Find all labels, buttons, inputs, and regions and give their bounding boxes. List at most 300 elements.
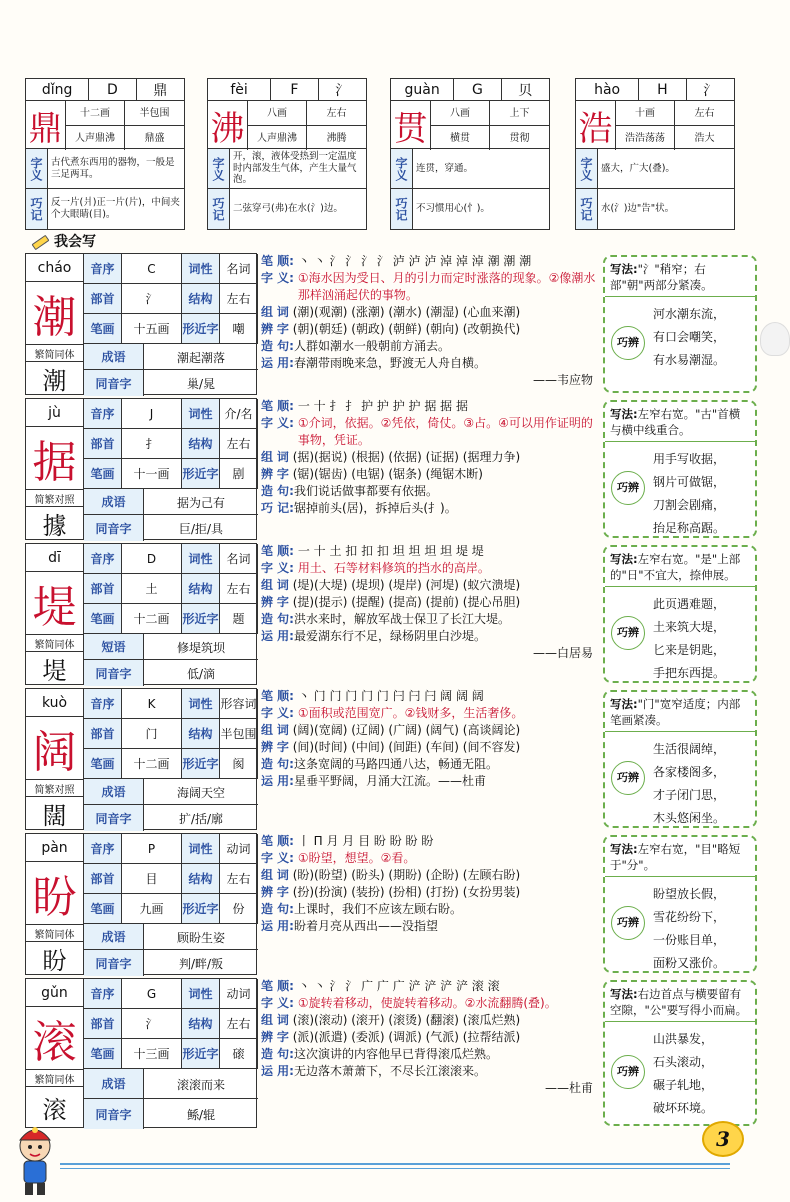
yunyong: 春潮带雨晚来急，野渡无人舟自横。 (293, 356, 486, 370)
ci-label: 词 (276, 1013, 289, 1027)
review-card (390, 78, 550, 230)
zaoju-label: 造 句: (261, 612, 294, 626)
page-number: 3 (702, 1121, 744, 1157)
entry-radical: 氵 (122, 284, 182, 314)
entry-details (261, 543, 601, 662)
card-radical: 贝 (518, 82, 533, 99)
fanti-char: 滚 (26, 1087, 84, 1127)
qiaobian-badge: 巧辨 (611, 616, 645, 650)
cixing-label: 词性 (182, 254, 220, 284)
entry-similar: 阂 (220, 749, 258, 779)
writing-tip-box (603, 980, 757, 1126)
phrase-label: 成语 (84, 779, 144, 805)
bihua-label: 笔画 (84, 314, 122, 344)
bihua-label: 笔画 (84, 604, 122, 634)
fanti-char: 據 (26, 507, 84, 539)
bian-label: 辨 (261, 322, 274, 336)
cixing-label: 词性 (182, 399, 220, 429)
card-char: 鼎 (26, 101, 66, 150)
card-char: 沸 (208, 101, 248, 150)
zuci-1: (潮)(观潮) (涨潮) (潮水) (潮湿) (心血来潮) (292, 305, 521, 319)
fanti-char: 堤 (26, 652, 84, 684)
zuci-2: (提)(提示) (提醒) (提高) (提前) (提心吊胆) (292, 595, 521, 609)
bishun: 一 十 土 扣 扣 扣 坦 坦 坦 坦 堤 堤 (297, 544, 484, 558)
entry-letter: D (122, 544, 182, 574)
char-card (25, 833, 257, 975)
writing-tip-box (603, 690, 757, 828)
entry-similar: 剧 (220, 459, 258, 489)
entry-strokes: 十二画 (122, 604, 182, 634)
bihua-label: 笔画 (84, 1039, 122, 1069)
card-word1: 人声鼎沸 (66, 126, 125, 150)
yunyong-label: 运 用: (261, 1064, 294, 1078)
card-qiaoji-text: 不习惯用心(忄)。 (416, 203, 490, 215)
rhyme-line: 抬足称高踞。 (653, 521, 726, 535)
xiefa-label: 写法: (610, 262, 638, 276)
yunyong-label: 运 用: (261, 356, 294, 370)
rhyme-line: 破坏环境。 (653, 1101, 714, 1115)
card-strokes: 十二画 (66, 101, 125, 126)
entry-structure: 半包围 (220, 719, 258, 749)
card-structure: 上下 (490, 101, 549, 126)
zuci-1: (据)(据说) (根据) (依据) (证据) (据理力争) (292, 450, 521, 464)
bishun-label: 笔 顺: (261, 544, 294, 558)
yunyong-label: 巧 记: (261, 501, 294, 515)
entry-similar: 嘲 (220, 314, 258, 344)
entry-pos: 动词 (220, 979, 258, 1009)
bishun-label: 笔 顺: (261, 979, 294, 993)
yunyong: 星垂平野阔，月涌大江流。——杜甫 (293, 774, 486, 788)
ziyi: ①介词，依据。②凭依，倚仗。③占。④可以用作证明的事物，凭证。 (297, 416, 593, 447)
rhyme-line: 山洪暴发， (653, 1032, 714, 1046)
zu-label: 组 (261, 1013, 274, 1027)
ghost-decoration (760, 322, 790, 356)
yunyong: 无边落木萧萧下，不尽长江滚滚来。 (293, 1064, 486, 1078)
rhyme-line: 才子闭门思， (653, 788, 726, 802)
bian-label: 辨 (261, 885, 274, 899)
ci-label: 词 (276, 868, 289, 882)
ziyi: ①盼望，想望。②看。 (297, 851, 416, 865)
entry-homophone: 巨/拒/具 (178, 521, 224, 536)
fanti-label: 繁简同体 (26, 1069, 84, 1087)
zi-label: 字 (276, 1030, 289, 1044)
entry-pos: 介/名 (220, 399, 258, 429)
card-pinyin: guàn (391, 79, 454, 100)
card-word2: 鼎盛 (144, 132, 165, 144)
rhyme-line: 盼望放长假， (653, 887, 726, 901)
bihua-label: 笔画 (84, 894, 122, 924)
zuci-1: (阔)(宽阔) (辽阔) (广阔) (阔气) (高谈阔论) (292, 723, 521, 737)
bushou-label: 部首 (84, 284, 122, 314)
card-letter: F (271, 79, 318, 100)
yunyong-label: 运 用: (261, 774, 294, 788)
ziyi: ①旋转着移动，使旋转着移动。②水流翻腾(叠)。 (297, 996, 557, 1010)
rhymes (653, 738, 751, 830)
entry-phrase: 海阔天空 (176, 785, 225, 800)
review-card (207, 78, 367, 230)
cixing-label: 词性 (182, 979, 220, 1009)
rhyme-line: 此页遇难题， (653, 597, 726, 611)
card-word1: 人声鼎沸 (248, 126, 307, 150)
bishun-label: 笔 顺: (261, 689, 294, 703)
zaoju: 这条宽阔的马路四通八达，畅通无阻。 (293, 757, 498, 771)
phrase-label: 成语 (84, 1069, 144, 1099)
yunyong-label: 运 用: (261, 919, 294, 933)
phrase-label: 短语 (84, 634, 144, 660)
entry-structure: 左右 (220, 284, 258, 314)
xiefa: 左窄右宽。"古"首横与横中线重合。 (610, 407, 741, 437)
entry-structure: 左右 (220, 429, 258, 459)
entry-char: 堤 (26, 572, 84, 634)
ziyi: ①面积或范围宽广。②钱财多，生活奢侈。 (297, 706, 524, 720)
bishun-label: 笔 顺: (261, 254, 294, 268)
zu-label: 组 (261, 723, 274, 737)
entry-char: 盼 (26, 862, 84, 924)
bishun-label: 笔 顺: (261, 399, 294, 413)
xiefa: 右边首点与横要留有空隙，"公"要写得小而扁。 (610, 987, 748, 1017)
card-strokes: 八画 (248, 101, 307, 126)
zuci-2: (锯)(锯齿) (电锯) (锯条) (绳锯木断) (292, 467, 483, 481)
card-radical: 氵 (703, 82, 718, 99)
card-qiaoji-text: 二弦穿弓(弗)在水(氵)边。 (233, 203, 343, 215)
yunyong: 锯掉前头(居)，拆掉后头(扌)。 (293, 501, 457, 515)
cixing-label: 词性 (182, 544, 220, 574)
rhyme-line: 刀割会剧痛， (653, 498, 726, 512)
zi-label: 字 (276, 467, 289, 481)
card-structure: 半包围 (125, 101, 184, 126)
zaoju-label: 造 句: (261, 1047, 294, 1061)
card-letter: H (639, 79, 686, 100)
ziyi-label: 字 义: (261, 706, 294, 720)
writing-tip-box (603, 255, 757, 393)
rhyme-line: 生活很阔绰， (653, 742, 726, 756)
entry-details (261, 978, 601, 1097)
review-card (25, 78, 185, 230)
entry-details (261, 253, 601, 389)
bushou-label: 部首 (84, 574, 122, 604)
card-qiaoji-label: 巧记 (576, 189, 598, 229)
char-entry (25, 978, 757, 1128)
zu-label: 组 (261, 868, 274, 882)
rhyme-line: 钢片可做锯， (653, 475, 726, 489)
entry-char: 潮 (26, 282, 84, 344)
xiefa-label: 写法: (610, 697, 638, 711)
zi-label: 字 (276, 322, 289, 336)
entry-pos: 名词 (220, 544, 258, 574)
entry-strokes: 十三画 (122, 1039, 182, 1069)
zu-label: 组 (261, 305, 274, 319)
mascot-icon (10, 1120, 60, 1198)
phrase-label: 成语 (84, 344, 144, 370)
card-ziyi-text: 开，滚，液体受热到一定温度时内部发生气体，产生大量气泡。 (233, 150, 357, 186)
yinxu-label: 音序 (84, 834, 122, 864)
yunyong-label: 运 用: (261, 629, 294, 643)
rhymes (653, 1028, 751, 1120)
bian-label: 辨 (261, 467, 274, 481)
jiegou-label: 结构 (182, 574, 220, 604)
ziyi-label: 字 义: (261, 271, 294, 285)
section-title-text: 我会写 (54, 234, 96, 250)
card-letter: D (89, 79, 136, 100)
card-ziyi-label: 字义 (208, 149, 230, 188)
entry-pos: 形容词 (220, 689, 258, 719)
zi-label: 字 (276, 740, 289, 754)
card-structure: 左右 (307, 101, 366, 126)
zaoju: 洪水来时，解放军战士保卫了长江大堤。 (293, 612, 510, 626)
xingjinzi-label: 形近字 (182, 314, 220, 344)
fanti-label: 简繁对照 (26, 489, 84, 507)
entry-phrase: 滚滚而来 (176, 1077, 225, 1092)
yinxu-label: 音序 (84, 544, 122, 574)
entry-similar: 磙 (220, 1039, 258, 1069)
xingjinzi-label: 形近字 (182, 459, 220, 489)
phrase-label: 成语 (84, 489, 144, 515)
rhymes (653, 303, 751, 372)
card-char: 贯 (391, 101, 431, 150)
zuci-2: (间)(时间) (中间) (间距) (车间) (间不容发) (292, 740, 521, 754)
footer-line-2 (60, 1168, 730, 1169)
entry-pos: 动词 (220, 834, 258, 864)
tongyinzi-label: 同音字 (84, 1099, 144, 1129)
bushou-label: 部首 (84, 864, 122, 894)
entry-structure: 左右 (220, 1009, 258, 1039)
ziyi: ①海水因为受日、月的引力而定时涨落的现象。②像潮水那样汹涌起伏的事物。 (297, 271, 596, 302)
zuci-1: (盼)(盼望) (盼头) (期盼) (企盼) (左顾右盼) (292, 868, 521, 882)
cixing-label: 词性 (182, 834, 220, 864)
review-card (575, 78, 735, 230)
zuci-2: (朝)(朝廷) (朝政) (朝鲜) (朝向) (改朝换代) (292, 322, 521, 336)
rhyme-line: 面粉又涨价。 (653, 956, 726, 970)
bishun: 丶 门 门 门 门 门 闩 闩 闩 阔 阔 阔 (297, 689, 484, 703)
entry-details (261, 833, 601, 935)
rhymes (653, 593, 751, 685)
rhyme-line: 一份账目单， (653, 933, 726, 947)
ziyi-label: 字 义: (261, 416, 294, 430)
card-ziyi-text: 连贯，穿通。 (416, 162, 474, 174)
card-pinyin: hào (576, 79, 639, 100)
cixing-label: 词性 (182, 689, 220, 719)
card-ziyi-text: 盛大，广大(叠)。 (601, 162, 675, 174)
poet: ——白居易 (532, 646, 593, 660)
tongyinzi-label: 同音字 (84, 515, 144, 541)
entry-pinyin: gǔn (26, 979, 84, 1007)
entry-structure: 左右 (220, 864, 258, 894)
card-radical: 氵 (335, 82, 350, 99)
fanti-label: 简繁对照 (26, 779, 84, 797)
card-word2: 贯彻 (509, 132, 530, 144)
char-entry (25, 253, 757, 395)
qiaobian-badge: 巧辨 (611, 471, 645, 505)
entry-letter: G (122, 979, 182, 1009)
bishun: 丶 丶 氵 氵 氵 氵 泸 泸 泸 淖 淖 淖 潮 潮 潮 (297, 254, 532, 268)
ci-label: 词 (276, 578, 289, 592)
entry-radical: 门 (122, 719, 182, 749)
bihua-label: 笔画 (84, 749, 122, 779)
xingjinzi-label: 形近字 (182, 1039, 220, 1069)
entry-radical: 土 (122, 574, 182, 604)
writing-tip-box (603, 835, 757, 973)
entry-homophone: 低/滴 (186, 666, 216, 681)
card-radical: 鼎 (153, 82, 168, 99)
entry-pinyin: cháo (26, 254, 84, 282)
entry-char: 据 (26, 427, 84, 489)
jiegou-label: 结构 (182, 284, 220, 314)
zaoju-label: 造 句: (261, 484, 294, 498)
yinxu-label: 音序 (84, 979, 122, 1009)
zaoju-label: 造 句: (261, 339, 294, 353)
card-qiaoji-text: 水(氵)边"告"状。 (601, 203, 675, 215)
rhyme-line: 雪花纷纷下， (653, 910, 726, 924)
zaoju-label: 造 句: (261, 902, 294, 916)
card-strokes: 十画 (616, 101, 675, 126)
rhyme-line: 匕来是钥匙， (653, 643, 726, 657)
rhyme-line: 各家楼阁多， (653, 765, 726, 779)
fanti-char: 闊 (26, 797, 84, 829)
card-ziyi-text: 古代煮东西用的器物，一般是三足两耳。 (51, 156, 175, 180)
zaoju: 这次演讲的内容他早已背得滚瓜烂熟。 (293, 1047, 498, 1061)
xiefa: "氵"稍窄；右部"朝"两部分紧凑。 (610, 262, 713, 292)
char-card (25, 253, 257, 395)
bian-label: 辨 (261, 1030, 274, 1044)
rhyme-line: 木头悠闲坐。 (653, 811, 726, 825)
bihua-label: 笔画 (84, 459, 122, 489)
xiefa-label: 写法: (610, 987, 638, 1001)
ziyi-label: 字 义: (261, 851, 294, 865)
zaoju: 我们说话做事都要有依据。 (293, 484, 438, 498)
entry-homophone: 判/畔/叛 (178, 956, 224, 971)
xiefa: 左窄右宽，"目"略短于"分"。 (610, 842, 741, 872)
ci-label: 词 (276, 450, 289, 464)
entry-pinyin: jù (26, 399, 84, 427)
jiegou-label: 结构 (182, 1009, 220, 1039)
yunyong: 最爱湖东行不足，绿杨阴里白沙堤。 (293, 629, 486, 643)
entry-char: 阔 (26, 717, 84, 779)
entry-structure: 左右 (220, 574, 258, 604)
qiaobian-badge: 巧辨 (611, 1055, 645, 1089)
entry-similar: 题 (220, 604, 258, 634)
entry-strokes: 十二画 (122, 749, 182, 779)
fanti-label: 繁简同体 (26, 924, 84, 942)
zi-label: 字 (276, 885, 289, 899)
fanti-char: 潮 (26, 362, 84, 394)
card-word1: 浩浩荡荡 (616, 126, 675, 150)
char-card (25, 543, 257, 685)
fanti-char: 盼 (26, 942, 84, 974)
phrase-label: 成语 (84, 924, 144, 950)
ziyi: 用土、石等材料修筑的挡水的高岸。 (297, 561, 490, 575)
card-word1: 横贯 (431, 126, 490, 150)
rhymes (653, 448, 751, 540)
rhyme-line: 石头滚动， (653, 1055, 714, 1069)
bishun: 一 十 扌 扌 护 护 护 护 据 据 据 (297, 399, 468, 413)
xiefa-label: 写法: (610, 842, 638, 856)
bishun: 丨 Π 月 月 目 盼 盼 盼 盼 (297, 834, 434, 848)
rhyme-line: 有口会嘲笑， (653, 330, 726, 344)
entry-homophone: 扩/括/廓 (178, 811, 224, 826)
card-word2: 沸腾 (326, 132, 347, 144)
entry-letter: C (122, 254, 182, 284)
yinxu-label: 音序 (84, 399, 122, 429)
xiefa-label: 写法: (610, 407, 638, 421)
footer-line (60, 1163, 730, 1165)
xingjinzi-label: 形近字 (182, 894, 220, 924)
rhyme-line: 有水易潮湿。 (653, 353, 726, 367)
rhymes (653, 883, 751, 975)
zaoju: 人群如潮水一般朝前方涌去。 (293, 339, 450, 353)
card-char: 浩 (576, 101, 616, 150)
entry-pinyin: dī (26, 544, 84, 572)
ci-label: 词 (276, 305, 289, 319)
tongyinzi-label: 同音字 (84, 805, 144, 831)
tongyinzi-label: 同音字 (84, 370, 144, 396)
entry-phrase: 潮起潮落 (176, 350, 225, 365)
zuci-2: (扮)(扮演) (装扮) (扮相) (打扮) (女扮男装) (292, 885, 521, 899)
xiefa-label: 写法: (610, 552, 638, 566)
card-qiaoji-text: 反一片(爿)正一片(片)，中间夹个大眼睛(目)。 (51, 197, 180, 220)
card-word2: 浩大 (694, 132, 715, 144)
rhyme-line: 手把东西提。 (653, 666, 726, 680)
card-letter: G (454, 79, 501, 100)
card-pinyin: fèi (208, 79, 271, 100)
bian-label: 辨 (261, 595, 274, 609)
bushou-label: 部首 (84, 719, 122, 749)
rhyme-line: 土来筑大堤， (653, 620, 726, 634)
pencil-icon (30, 232, 48, 250)
xingjinzi-label: 形近字 (182, 604, 220, 634)
char-card (25, 688, 257, 830)
entry-radical: 氵 (122, 1009, 182, 1039)
card-ziyi-label: 字义 (391, 149, 413, 188)
char-entry (25, 543, 757, 685)
zuci-1: (滚)(滚动) (滚开) (滚烫) (翻滚) (滚瓜烂熟) (292, 1013, 521, 1027)
entry-strokes: 十一画 (122, 459, 182, 489)
yinxu-label: 音序 (84, 689, 122, 719)
bushou-label: 部首 (84, 429, 122, 459)
entry-details (261, 688, 601, 790)
qiaobian-badge: 巧辨 (611, 761, 645, 795)
card-ziyi-label: 字义 (576, 149, 598, 188)
qiaobian-badge: 巧辨 (611, 326, 645, 360)
entry-details (261, 398, 601, 517)
entry-pos: 名词 (220, 254, 258, 284)
char-entry (25, 688, 757, 830)
fanti-label: 繁简同体 (26, 344, 84, 362)
entry-similar: 份 (220, 894, 258, 924)
entry-homophone: 鲧/辊 (186, 1107, 216, 1122)
card-qiaoji-label: 巧记 (391, 189, 413, 229)
entry-letter: P (122, 834, 182, 864)
jiegou-label: 结构 (182, 429, 220, 459)
char-card (25, 398, 257, 540)
entry-homophone: 巢/晁 (186, 376, 216, 391)
card-pinyin: dǐng (26, 79, 89, 100)
poet: ——韦应物 (532, 373, 593, 387)
entry-letter: J (122, 399, 182, 429)
entry-strokes: 十五画 (122, 314, 182, 344)
entry-pinyin: pàn (26, 834, 84, 862)
section-title (30, 231, 96, 251)
card-strokes: 八画 (431, 101, 490, 126)
entry-phrase: 据为己有 (176, 495, 225, 510)
entry-radical: 扌 (122, 429, 182, 459)
tongyinzi-label: 同音字 (84, 950, 144, 976)
ziyi-label: 字 义: (261, 996, 294, 1010)
zi-label: 字 (276, 595, 289, 609)
card-qiaoji-label: 巧记 (26, 189, 48, 229)
card-qiaoji-label: 巧记 (208, 189, 230, 229)
rhyme-line: 碾子轧地， (653, 1078, 714, 1092)
tongyinzi-label: 同音字 (84, 660, 144, 686)
